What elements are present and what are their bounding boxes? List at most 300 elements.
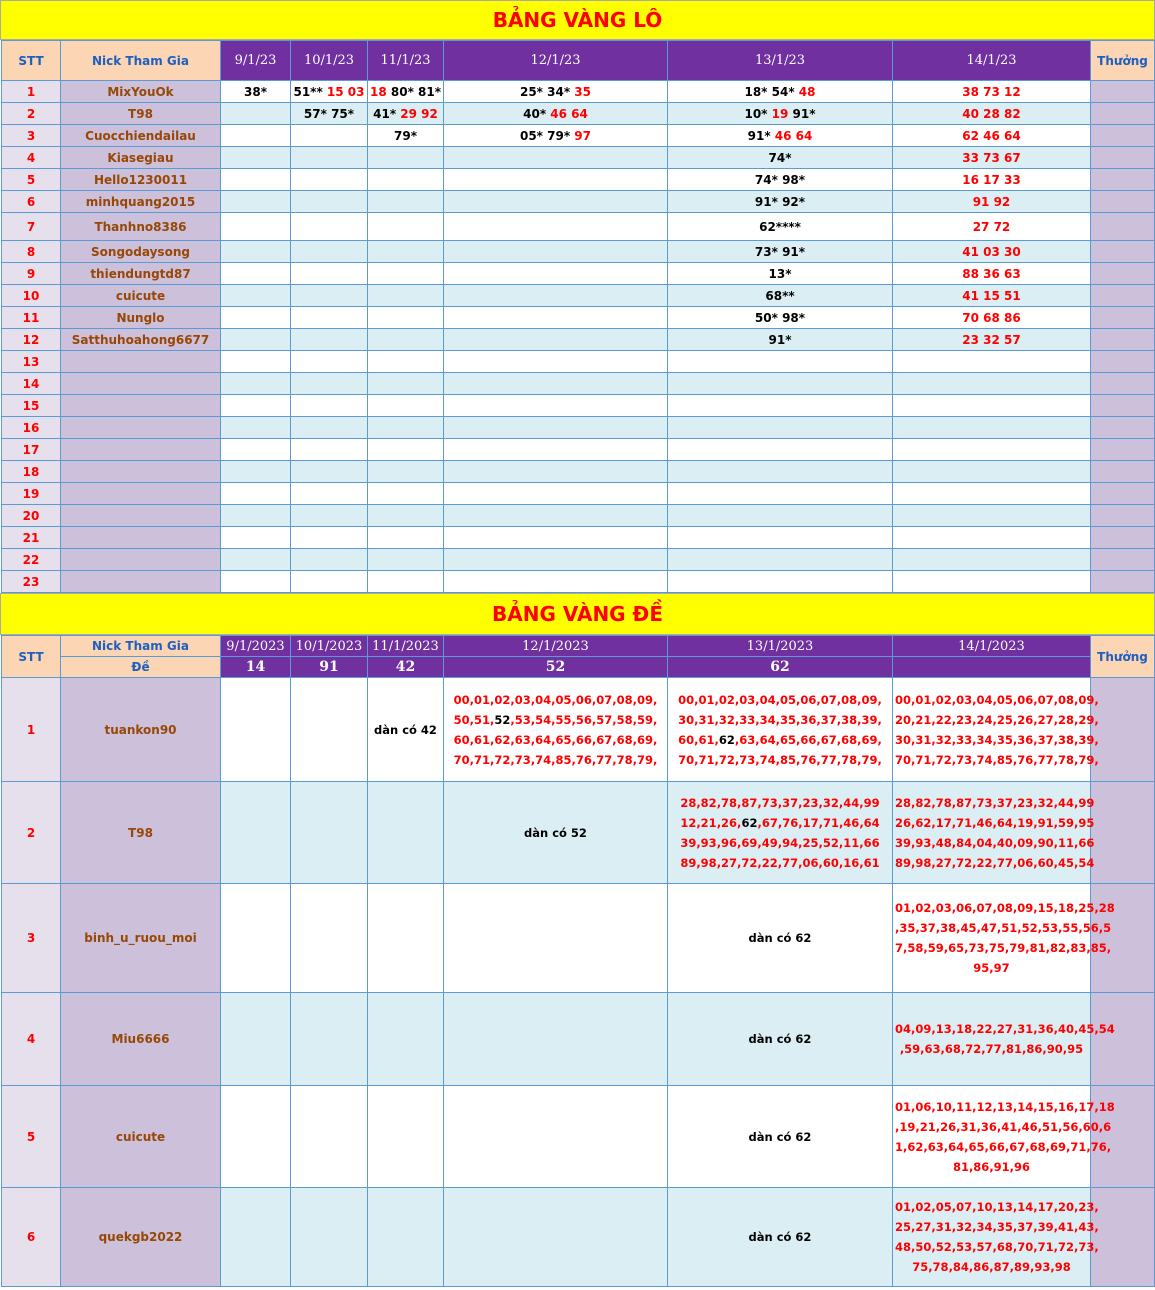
cell-value: 40* bbox=[523, 106, 551, 121]
lo-cell-day-3 bbox=[368, 125, 444, 147]
de-cell-day-1 bbox=[221, 993, 291, 1086]
lo-cell-day-1 bbox=[221, 81, 291, 103]
lo-cell-day-3 bbox=[368, 395, 444, 417]
de-cell-day-4 bbox=[444, 1086, 668, 1188]
lo-row-nick bbox=[61, 395, 221, 417]
lo-row-thuong bbox=[1091, 169, 1155, 191]
cell-value: 75,78,84,86,87,89,93,98 bbox=[912, 1260, 1071, 1274]
lo-table-row bbox=[2, 263, 1155, 285]
de-cell-day-3 bbox=[368, 884, 444, 993]
lo-cell-day-6 bbox=[893, 147, 1091, 169]
lo-row-thuong bbox=[1091, 191, 1155, 213]
de-result-1: 14 bbox=[221, 657, 291, 678]
cell-value: 51** bbox=[293, 84, 327, 99]
lo-cell-day-1 bbox=[221, 169, 291, 191]
lo-cell-day-4 bbox=[444, 351, 668, 373]
lo-row-nick bbox=[61, 439, 221, 461]
lo-cell-day-6 bbox=[893, 169, 1091, 191]
cell-value: 28,82,78,87,73,37,23,32,44,99 bbox=[895, 795, 1095, 810]
de-header-de-label: Đề bbox=[61, 657, 221, 678]
cell-value: ,67,76,17,71,46,64 bbox=[757, 815, 880, 830]
lo-table-row bbox=[2, 285, 1155, 307]
cell-value: 27 72 bbox=[972, 219, 1011, 234]
lo-cell-day-5 bbox=[668, 285, 893, 307]
lo-table-row bbox=[2, 147, 1155, 169]
de-cell-day-2 bbox=[291, 1188, 368, 1287]
lo-cell-day-3 bbox=[368, 169, 444, 191]
cell-value: dàn có 62 bbox=[748, 1032, 812, 1046]
lo-cell-day-6 bbox=[893, 307, 1091, 329]
cell-value: dàn có 42 bbox=[374, 722, 437, 737]
lo-cell-day-6 bbox=[893, 417, 1091, 439]
cell-value: 00,01,02,03,04,05,06,07,08,09, bbox=[678, 692, 882, 707]
de-cell-day-6 bbox=[893, 884, 1115, 993]
de-table-row bbox=[2, 993, 1155, 1086]
lo-cell-day-3 bbox=[368, 191, 444, 213]
lo-row-thuong bbox=[1091, 329, 1155, 351]
cell-value: 35 bbox=[574, 84, 591, 99]
cell-value: 80* 81* bbox=[390, 84, 442, 99]
lo-cell-day-2 bbox=[291, 549, 368, 571]
lo-cell-day-1 bbox=[221, 147, 291, 169]
cell-value: 1,62,63,64,65,66,67,68,69,71,76, bbox=[895, 1139, 1112, 1154]
lo-row-stt: 14 bbox=[2, 373, 61, 395]
lo-table-row bbox=[2, 125, 1155, 147]
lo-cell-day-6 bbox=[893, 125, 1091, 147]
lo-cell-day-5 bbox=[668, 417, 893, 439]
cell-value: 91* bbox=[768, 332, 792, 347]
de-table-row bbox=[2, 884, 1155, 993]
de-cell-day-3 bbox=[368, 782, 444, 884]
de-cell-day-5 bbox=[668, 884, 893, 993]
de-row-stt: 1 bbox=[2, 678, 61, 782]
lo-title-banner bbox=[0, 0, 1155, 40]
lo-cell-day-2 bbox=[291, 125, 368, 147]
lo-row-nick: T98 bbox=[61, 103, 221, 125]
de-cell-day-1 bbox=[221, 1188, 291, 1287]
de-cell-day-6 bbox=[893, 782, 1095, 884]
lo-table-row bbox=[2, 241, 1155, 263]
lo-cell-day-5 bbox=[668, 213, 893, 241]
lo-row-stt: 3 bbox=[2, 125, 61, 147]
de-cell-day-4 bbox=[444, 782, 668, 884]
lo-cell-day-2 bbox=[291, 351, 368, 373]
de-cell-day-4 bbox=[444, 678, 668, 782]
lo-row-nick: MixYouOk bbox=[61, 81, 221, 103]
lo-header-thuong: Thưởng bbox=[1091, 41, 1155, 81]
lo-cell-day-4 bbox=[444, 169, 668, 191]
de-header-date-1: 9/1/2023 bbox=[221, 636, 291, 657]
cell-value: 38 73 12 bbox=[962, 84, 1021, 99]
lo-cell-day-5 bbox=[668, 307, 893, 329]
lo-cell-day-1 bbox=[221, 307, 291, 329]
cell-value: 13* bbox=[768, 266, 792, 281]
de-cell-day-1 bbox=[221, 678, 291, 782]
lo-cell-day-3 bbox=[368, 329, 444, 351]
de-row-thuong bbox=[1091, 782, 1155, 884]
lo-cell-day-3 bbox=[368, 351, 444, 373]
cell-value: 01,06,10,11,12,13,14,15,16,17,18 bbox=[895, 1099, 1115, 1114]
cell-value: dàn có 62 bbox=[748, 1129, 812, 1144]
lo-cell-day-5 bbox=[668, 329, 893, 351]
lo-row-nick bbox=[61, 549, 221, 571]
lo-row-stt: 20 bbox=[2, 505, 61, 527]
lo-cell-day-2 bbox=[291, 191, 368, 213]
de-row-thuong bbox=[1091, 678, 1155, 782]
de-header-date-6: 14/1/2023 bbox=[893, 636, 1091, 657]
lo-cell-day-4 bbox=[444, 81, 668, 103]
cell-value: 88 36 63 bbox=[962, 266, 1021, 281]
lo-header-nick: Nick Tham Gia bbox=[61, 41, 221, 81]
lo-cell-day-2 bbox=[291, 505, 368, 527]
cell-value: 74* 98* bbox=[754, 172, 806, 187]
lo-row-stt: 8 bbox=[2, 241, 61, 263]
lo-row-stt: 22 bbox=[2, 549, 61, 571]
lo-header-stt: STT bbox=[2, 41, 61, 81]
lo-header-date-5: 13/1/23 bbox=[668, 41, 893, 81]
de-title: BẢNG VÀNG ĐỀ bbox=[492, 602, 663, 626]
cell-value: ,35,37,38,45,47,51,52,53,55,56,5 bbox=[895, 921, 1112, 935]
cell-value: 50* 98* bbox=[754, 310, 806, 325]
cell-value: 91 92 bbox=[972, 194, 1011, 209]
cell-value: 81,86,91,96 bbox=[952, 1159, 1031, 1174]
de-table bbox=[1, 635, 1155, 1287]
cell-value: 16 17 33 bbox=[962, 172, 1021, 187]
cell-value: 28,82,78,87,73,37,23,32,44,99 bbox=[680, 795, 880, 810]
cell-value: 25* 34* bbox=[519, 84, 575, 99]
de-cell-day-2 bbox=[291, 993, 368, 1086]
lo-row-thuong bbox=[1091, 505, 1155, 527]
cell-value: 60,61, bbox=[678, 732, 719, 747]
cell-value: 48,50,52,53,57,68,70,71,72,73, bbox=[895, 1240, 1099, 1254]
lo-row-stt: 23 bbox=[2, 571, 61, 593]
lo-cell-day-6 bbox=[893, 81, 1091, 103]
cell-value: 70,71,72,73,74,85,76,77,78,79, bbox=[453, 752, 658, 767]
lo-row-nick: minhquang2015 bbox=[61, 191, 221, 213]
lo-cell-day-4 bbox=[444, 329, 668, 351]
lo-row-stt: 19 bbox=[2, 483, 61, 505]
lo-cell-day-2 bbox=[291, 103, 368, 125]
lo-cell-day-4 bbox=[444, 549, 668, 571]
lo-table-row bbox=[2, 395, 1155, 417]
de-header-date-2: 10/1/2023 bbox=[291, 636, 368, 657]
de-row-nick: Miu6666 bbox=[61, 993, 221, 1086]
lo-cell-day-1 bbox=[221, 263, 291, 285]
lo-cell-day-4 bbox=[444, 285, 668, 307]
de-row-nick: T98 bbox=[61, 782, 221, 884]
lo-cell-day-1 bbox=[221, 571, 291, 593]
lo-cell-day-6 bbox=[893, 213, 1091, 241]
cell-value: 01,02,03,06,07,08,09,15,18,25,28 bbox=[895, 901, 1115, 915]
de-header-date-5: 13/1/2023 bbox=[668, 636, 893, 657]
de-result-2: 91 bbox=[291, 657, 368, 678]
cell-value: dàn có 62 bbox=[748, 1230, 812, 1244]
de-cell-day-5 bbox=[668, 1086, 893, 1188]
lo-cell-day-3 bbox=[368, 373, 444, 395]
lo-cell-day-1 bbox=[221, 285, 291, 307]
lo-row-stt: 17 bbox=[2, 439, 61, 461]
lo-table-row bbox=[2, 483, 1155, 505]
lo-cell-day-2 bbox=[291, 373, 368, 395]
lo-row-stt: 9 bbox=[2, 263, 61, 285]
lo-table-row bbox=[2, 213, 1155, 241]
lo-cell-day-2 bbox=[291, 285, 368, 307]
lo-row-stt: 13 bbox=[2, 351, 61, 373]
lo-cell-day-5 bbox=[668, 549, 893, 571]
lo-cell-day-5 bbox=[668, 373, 893, 395]
lo-cell-day-2 bbox=[291, 483, 368, 505]
de-row-nick: quekgb2022 bbox=[61, 1188, 221, 1287]
cell-value: 26,62,17,71,46,64,19,91,59,95 bbox=[895, 815, 1095, 830]
lo-row-thuong bbox=[1091, 395, 1155, 417]
cell-value: 95,97 bbox=[973, 961, 1010, 975]
lo-cell-day-2 bbox=[291, 417, 368, 439]
lo-cell-day-2 bbox=[291, 147, 368, 169]
cell-value: 40 28 82 bbox=[962, 106, 1021, 121]
de-table-row bbox=[2, 1188, 1155, 1287]
lo-cell-day-3 bbox=[368, 505, 444, 527]
de-cell-day-1 bbox=[221, 1086, 291, 1188]
lo-cell-day-1 bbox=[221, 373, 291, 395]
lo-row-nick bbox=[61, 571, 221, 593]
lo-row-stt: 6 bbox=[2, 191, 61, 213]
lo-cell-day-2 bbox=[291, 571, 368, 593]
lo-cell-day-3 bbox=[368, 103, 444, 125]
cell-value: 50,51, bbox=[453, 712, 495, 727]
lo-row-stt: 7 bbox=[2, 213, 61, 241]
de-cell-day-1 bbox=[221, 884, 291, 993]
lo-title: BẢNG VÀNG LÔ bbox=[492, 8, 663, 32]
lo-row-nick: Kiasegiau bbox=[61, 147, 221, 169]
lo-cell-day-1 bbox=[221, 213, 291, 241]
de-row-thuong bbox=[1091, 884, 1155, 993]
lo-cell-day-6 bbox=[893, 373, 1091, 395]
lo-row-thuong bbox=[1091, 417, 1155, 439]
lo-cell-day-1 bbox=[221, 241, 291, 263]
cell-value: 46 64 bbox=[550, 106, 588, 121]
cell-value: 01,02,05,07,10,13,14,17,20,23, bbox=[895, 1200, 1099, 1214]
lo-cell-day-6 bbox=[893, 549, 1091, 571]
de-row-thuong bbox=[1091, 1188, 1155, 1287]
lo-cell-day-5 bbox=[668, 483, 893, 505]
lo-row-nick: Songodaysong bbox=[61, 241, 221, 263]
lo-cell-day-3 bbox=[368, 527, 444, 549]
lo-cell-day-6 bbox=[893, 505, 1091, 527]
lo-row-stt: 16 bbox=[2, 417, 61, 439]
lo-cell-day-2 bbox=[291, 439, 368, 461]
de-cell-day-3 bbox=[368, 993, 444, 1086]
lo-header-date-2: 10/1/23 bbox=[291, 41, 368, 81]
cell-value: 38* bbox=[244, 84, 267, 99]
lo-table-row bbox=[2, 169, 1155, 191]
lo-row-thuong bbox=[1091, 125, 1155, 147]
cell-value: 41 15 51 bbox=[962, 288, 1021, 303]
cell-value: 62 bbox=[718, 732, 735, 747]
cell-value: 29 92 bbox=[400, 106, 438, 121]
lo-cell-day-6 bbox=[893, 395, 1091, 417]
cell-value: 57* 75* bbox=[303, 106, 355, 121]
de-cell-day-3 bbox=[368, 1188, 444, 1287]
lo-cell-day-4 bbox=[444, 439, 668, 461]
de-header-stt: STT bbox=[2, 636, 61, 678]
lo-cell-day-6 bbox=[893, 191, 1091, 213]
lo-cell-day-2 bbox=[291, 527, 368, 549]
lo-row-stt: 4 bbox=[2, 147, 61, 169]
lo-cell-day-3 bbox=[368, 571, 444, 593]
cell-value: 33 73 67 bbox=[962, 150, 1021, 165]
lo-row-nick: cuicute bbox=[61, 285, 221, 307]
cell-value: 89,98,27,72,22,77,06,60,45,54 bbox=[895, 855, 1095, 870]
lo-cell-day-5 bbox=[668, 147, 893, 169]
lo-row-thuong bbox=[1091, 81, 1155, 103]
de-cell-day-5 bbox=[668, 993, 893, 1086]
de-row-nick: cuicute bbox=[61, 1086, 221, 1188]
lo-cell-day-4 bbox=[444, 461, 668, 483]
cell-value: 70 68 86 bbox=[962, 310, 1021, 325]
lo-row-thuong bbox=[1091, 263, 1155, 285]
lo-cell-day-5 bbox=[668, 191, 893, 213]
lo-cell-day-3 bbox=[368, 483, 444, 505]
de-row-nick: binh_u_ruou_moi bbox=[61, 884, 221, 993]
cell-value: 20,21,22,23,24,25,26,27,28,29, bbox=[895, 712, 1099, 727]
lo-row-nick bbox=[61, 527, 221, 549]
de-row-stt: 4 bbox=[2, 993, 61, 1086]
cell-value: 05* 79* bbox=[519, 128, 575, 143]
cell-value: 30,31,32,33,34,35,36,37,38,39, bbox=[678, 712, 882, 727]
lo-cell-day-2 bbox=[291, 241, 368, 263]
cell-value: 41 03 30 bbox=[962, 244, 1021, 259]
de-cell-day-6 bbox=[893, 1188, 1099, 1287]
de-cell-day-1 bbox=[221, 782, 291, 884]
lo-cell-day-5 bbox=[668, 241, 893, 263]
lo-header-date-3: 11/1/23 bbox=[368, 41, 444, 81]
lo-cell-day-1 bbox=[221, 439, 291, 461]
lo-cell-day-1 bbox=[221, 505, 291, 527]
lo-row-thuong bbox=[1091, 147, 1155, 169]
lo-row-thuong bbox=[1091, 307, 1155, 329]
lo-cell-day-1 bbox=[221, 125, 291, 147]
lo-table-body bbox=[2, 81, 1155, 593]
lo-row-stt: 21 bbox=[2, 527, 61, 549]
de-cell-day-2 bbox=[291, 678, 368, 782]
lo-row-nick bbox=[61, 505, 221, 527]
lo-cell-day-3 bbox=[368, 81, 444, 103]
cell-value: 62 46 64 bbox=[962, 128, 1021, 143]
lo-cell-day-5 bbox=[668, 505, 893, 527]
de-result-row bbox=[2, 657, 1155, 678]
cell-value: 91* 92* bbox=[754, 194, 806, 209]
cell-value: 04,09,13,18,22,27,31,36,40,45,54 bbox=[895, 1022, 1115, 1036]
de-row-stt: 3 bbox=[2, 884, 61, 993]
cell-value: 19 bbox=[771, 106, 789, 121]
lo-cell-day-4 bbox=[444, 307, 668, 329]
lo-cell-day-6 bbox=[893, 483, 1091, 505]
lo-header-date-4: 12/1/23 bbox=[444, 41, 668, 81]
lo-row-nick bbox=[61, 417, 221, 439]
de-header-row bbox=[2, 636, 1155, 657]
de-cell-day-3 bbox=[368, 1086, 444, 1188]
lo-cell-day-6 bbox=[893, 329, 1091, 351]
lo-table-row bbox=[2, 527, 1155, 549]
cell-value: 18 bbox=[369, 84, 391, 99]
lo-cell-day-5 bbox=[668, 125, 893, 147]
lo-cell-day-3 bbox=[368, 549, 444, 571]
lo-header-date-1: 9/1/23 bbox=[221, 41, 291, 81]
lo-cell-day-4 bbox=[444, 147, 668, 169]
lo-cell-day-6 bbox=[893, 527, 1091, 549]
de-result-5: 62 bbox=[668, 657, 893, 678]
de-header-date-3: 11/1/2023 bbox=[368, 636, 444, 657]
lo-cell-day-1 bbox=[221, 527, 291, 549]
cell-value: 30,31,32,33,34,35,36,37,38,39, bbox=[895, 732, 1099, 747]
de-cell-day-4 bbox=[444, 884, 668, 993]
lo-cell-day-3 bbox=[368, 307, 444, 329]
lo-table bbox=[1, 40, 1155, 593]
de-title-banner bbox=[0, 593, 1155, 635]
cell-value: 70,71,72,73,74,85,76,77,78,79, bbox=[895, 752, 1099, 767]
lo-row-nick: Thanhno8386 bbox=[61, 213, 221, 241]
cell-value: 48 bbox=[798, 84, 816, 99]
de-table-row bbox=[2, 1086, 1155, 1188]
lo-cell-day-4 bbox=[444, 373, 668, 395]
de-cell-day-5 bbox=[668, 1188, 893, 1287]
lo-table-row bbox=[2, 505, 1155, 527]
lo-cell-day-1 bbox=[221, 191, 291, 213]
lo-table-row bbox=[2, 191, 1155, 213]
de-result-4: 52 bbox=[444, 657, 668, 678]
lo-cell-day-4 bbox=[444, 571, 668, 593]
lo-cell-day-5 bbox=[668, 527, 893, 549]
lo-table-row bbox=[2, 439, 1155, 461]
de-cell-day-6 bbox=[893, 993, 1115, 1086]
lo-cell-day-5 bbox=[668, 439, 893, 461]
lo-row-thuong bbox=[1091, 483, 1155, 505]
de-table-body bbox=[2, 678, 1155, 1287]
lo-cell-day-2 bbox=[291, 81, 368, 103]
cell-value: 74* bbox=[768, 150, 792, 165]
lo-row-stt: 2 bbox=[2, 103, 61, 125]
lo-cell-day-2 bbox=[291, 213, 368, 241]
lo-cell-day-6 bbox=[893, 351, 1091, 373]
lo-cell-day-4 bbox=[444, 213, 668, 241]
lo-cell-day-1 bbox=[221, 549, 291, 571]
lo-row-stt: 18 bbox=[2, 461, 61, 483]
lo-cell-day-4 bbox=[444, 483, 668, 505]
lo-cell-day-6 bbox=[893, 103, 1091, 125]
lo-cell-day-6 bbox=[893, 285, 1091, 307]
lo-cell-day-6 bbox=[893, 571, 1091, 593]
lo-row-nick bbox=[61, 483, 221, 505]
lo-cell-day-5 bbox=[668, 169, 893, 191]
lo-cell-day-2 bbox=[291, 395, 368, 417]
lo-row-thuong bbox=[1091, 241, 1155, 263]
lo-row-stt: 11 bbox=[2, 307, 61, 329]
lo-row-thuong bbox=[1091, 285, 1155, 307]
de-row-nick: tuankon90 bbox=[61, 678, 221, 782]
lo-row-thuong bbox=[1091, 571, 1155, 593]
lo-row-thuong bbox=[1091, 527, 1155, 549]
lo-table-row bbox=[2, 373, 1155, 395]
cell-value: 15 03 bbox=[326, 84, 365, 99]
lo-cell-day-6 bbox=[893, 461, 1091, 483]
lo-cell-day-5 bbox=[668, 571, 893, 593]
cell-value: 23 32 57 bbox=[962, 332, 1021, 347]
lo-cell-day-4 bbox=[444, 395, 668, 417]
cell-value: 00,01,02,03,04,05,06,07,08,09, bbox=[453, 692, 658, 707]
lo-row-nick: Satthuhoahong6677 bbox=[61, 329, 221, 351]
lo-cell-day-5 bbox=[668, 103, 893, 125]
lo-row-nick: Hello1230011 bbox=[61, 169, 221, 191]
